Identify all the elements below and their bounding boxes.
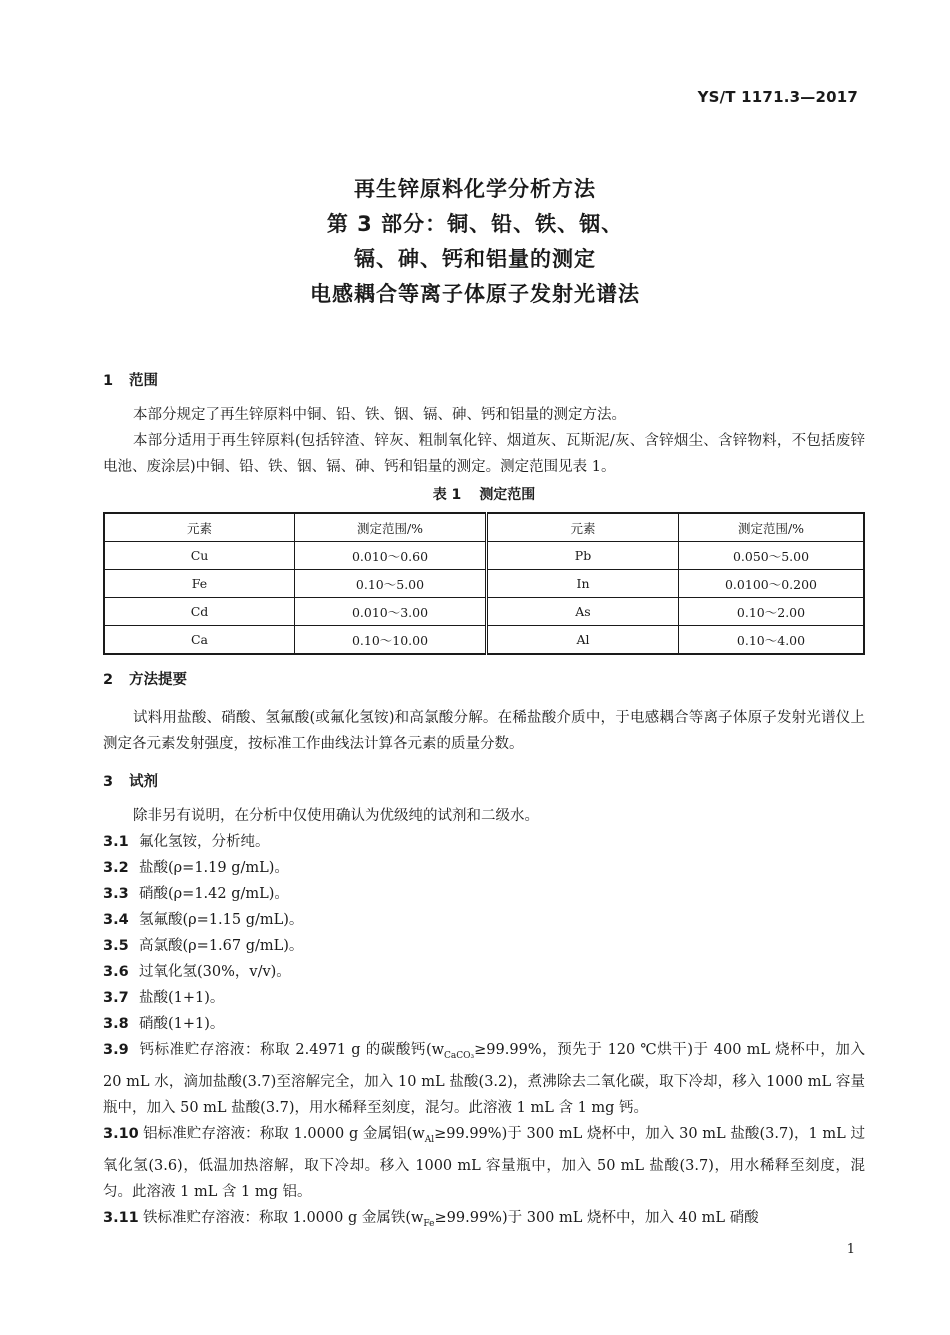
document-body (103, 368, 865, 1237)
table-row (104, 570, 864, 598)
item-text: 氢氟酸(ρ=1.15 g/mL)。 (139, 912, 304, 928)
header-element: 元素 (487, 513, 679, 542)
reagent-item (103, 933, 865, 959)
standard-code: YS/T 1171.3—2017 (697, 88, 858, 106)
item-text-a: 铁标准贮存溶液：称取 1.0000 g 金属铁(w (143, 1209, 424, 1226)
table-row (104, 598, 864, 626)
section-title: 试剂 (129, 774, 158, 790)
page-number: 1 (846, 1242, 855, 1257)
table-title: 测定范围 (479, 487, 536, 503)
item-number: 3.2 (103, 860, 129, 876)
table-cell: 0.010～0.60 (295, 542, 487, 570)
reagents-intro: 除非另有说明，在分析中仅使用确认为优级纯的试剂和二级水。 (133, 808, 539, 824)
scope-paragraph-1: 本部分规定了再生锌原料中铜、铅、铁、铟、镉、砷、钙和铝量的测定方法。 (133, 407, 626, 423)
reagent-item-aluminum-standard (103, 1121, 865, 1205)
table-cell: Cd (104, 598, 295, 626)
reagent-item (103, 1011, 865, 1037)
item-number: 3.5 (103, 938, 129, 954)
reagent-item (103, 907, 865, 933)
item-text: 盐酸(ρ=1.19 g/mL)。 (139, 860, 289, 876)
table-cell: 0.10～5.00 (295, 570, 487, 598)
item-number: 3.11 (103, 1209, 139, 1226)
item-number: 3.4 (103, 912, 129, 928)
section-1-heading (103, 368, 865, 394)
reagent-item (103, 985, 865, 1011)
table-cell: Pb (487, 542, 679, 570)
item-text: 氟化氢铵，分析纯。 (139, 834, 270, 850)
table-row (104, 626, 864, 655)
method-summary-paragraph: 试料用盐酸、硝酸、氢氟酸(或氟化氢铵)和高氯酸分解。在稀盐酸介质中，于电感耦合等离子体原子发射光谱仪上测定各元素发射强度，按标准工作曲线法计算各元素的质量分数。 (103, 710, 865, 752)
table-cell: Al (487, 626, 679, 655)
item-text-a: 钙标准贮存溶液：称取 2.4971 g 的碳酸钙(w (139, 1042, 445, 1058)
item-number: 3.10 (103, 1125, 139, 1142)
item-number: 3.1 (103, 834, 129, 850)
item-text: 过氧化氢(30%，v/v)。 (139, 964, 291, 980)
item-text-b: ≥99.99%，预先于 120 ℃烘干)于 400 mL 烧杯中，加入 20 mL 水，滴加盐酸(3.7)至溶解完全，加入 10 mL 盐酸(3.2)，煮沸除去二氧化碳，取下冷却，移入 1000 mL 容量瓶中，加入 50 mL 盐酸(3.7)，用水稀释至刻度，混匀。此溶液 1 mL 含 1 mg 钙。 (103, 1042, 865, 1116)
item-text: 高氯酸(ρ=1.67 g/mL)。 (139, 938, 304, 954)
table-header-row (104, 513, 864, 542)
section-number: 2 (103, 672, 114, 688)
title-line-3: 镉、砷、钙和铝量的测定 (354, 247, 596, 271)
header-element: 元素 (104, 513, 295, 542)
item-text-b: ≥99.99%)于 300 mL 烧杯中，加入 30 mL 盐酸(3.7)，1 mL 过氧化氢(3.6)，低温加热溶解，取下冷却。移入 1000 mL 容量瓶中，加入 50 mL 盐酸(3.7)，用水稀释至刻度，混匀。此溶液 1 mL 含 1 mg 铝。 (103, 1125, 865, 1200)
table-cell: In (487, 570, 679, 598)
reagent-item (103, 829, 865, 855)
item-text-b: ≥99.99%)于 300 mL 烧杯中，加入 40 mL 硝酸 (434, 1209, 759, 1226)
header-range: 测定范围/% (295, 513, 487, 542)
measurement-range-table (103, 512, 865, 655)
table-cell: 0.0100～0.200 (679, 570, 865, 598)
item-number: 3.3 (103, 886, 129, 902)
title-line-4: 电感耦合等离子体原子发射光谱法 (310, 282, 640, 306)
item-subscript: Fe (423, 1218, 435, 1229)
table-cell: 0.010～3.00 (295, 598, 487, 626)
item-subscript: Al (424, 1134, 435, 1145)
item-text-a: 铝标准贮存溶液：称取 1.0000 g 金属铝(w (143, 1125, 425, 1142)
item-text: 硝酸(ρ=1.42 g/mL)。 (139, 886, 289, 902)
table-cell: Ca (104, 626, 295, 655)
reagent-item (103, 959, 865, 985)
title-line-2: 第 3 部分：铜、铅、铁、铟、 (326, 212, 624, 236)
reagent-item-iron-standard (103, 1205, 865, 1237)
header-range: 测定范围/% (679, 513, 865, 542)
table-row (104, 542, 864, 570)
table-cell: Fe (104, 570, 295, 598)
section-number: 3 (103, 774, 114, 790)
document-title (0, 172, 950, 312)
table-number: 表 1 (432, 487, 462, 503)
section-3-heading (103, 769, 865, 795)
reagent-item (103, 881, 865, 907)
section-title: 范围 (129, 373, 158, 389)
table-cell: Cu (104, 542, 295, 570)
item-subscript: CaCO₃ (444, 1050, 475, 1061)
section-title: 方法提要 (129, 672, 187, 688)
scope-paragraph-2: 本部分适用于再生锌原料(包括锌渣、锌灰、粗制氧化锌、烟道灰、瓦斯泥/灰、含锌烟尘、含锌物料，不包括废锌电池、废涂层)中铜、铅、铁、铟、镉、砷、钙和铝量的测定。测定范围见表 1。 (103, 433, 865, 475)
table-cell: 0.10～2.00 (679, 598, 865, 626)
table-cell: 0.10～4.00 (679, 626, 865, 655)
item-number: 3.8 (103, 1016, 129, 1032)
reagent-item-calcium-standard (103, 1037, 865, 1121)
item-number: 3.6 (103, 964, 129, 980)
section-2-heading (103, 667, 865, 693)
table-cell: 0.050～5.00 (679, 542, 865, 570)
table-cell: 0.10～10.00 (295, 626, 487, 655)
item-text: 硝酸(1+1)。 (139, 1016, 225, 1032)
item-number: 3.9 (103, 1042, 129, 1058)
reagent-item (103, 855, 865, 881)
table-cell: As (487, 598, 679, 626)
title-line-1: 再生锌原料化学分析方法 (354, 177, 596, 201)
item-number: 3.7 (103, 990, 129, 1006)
item-text: 盐酸(1+1)。 (139, 990, 225, 1006)
section-number: 1 (103, 373, 114, 389)
table-caption (103, 482, 865, 508)
